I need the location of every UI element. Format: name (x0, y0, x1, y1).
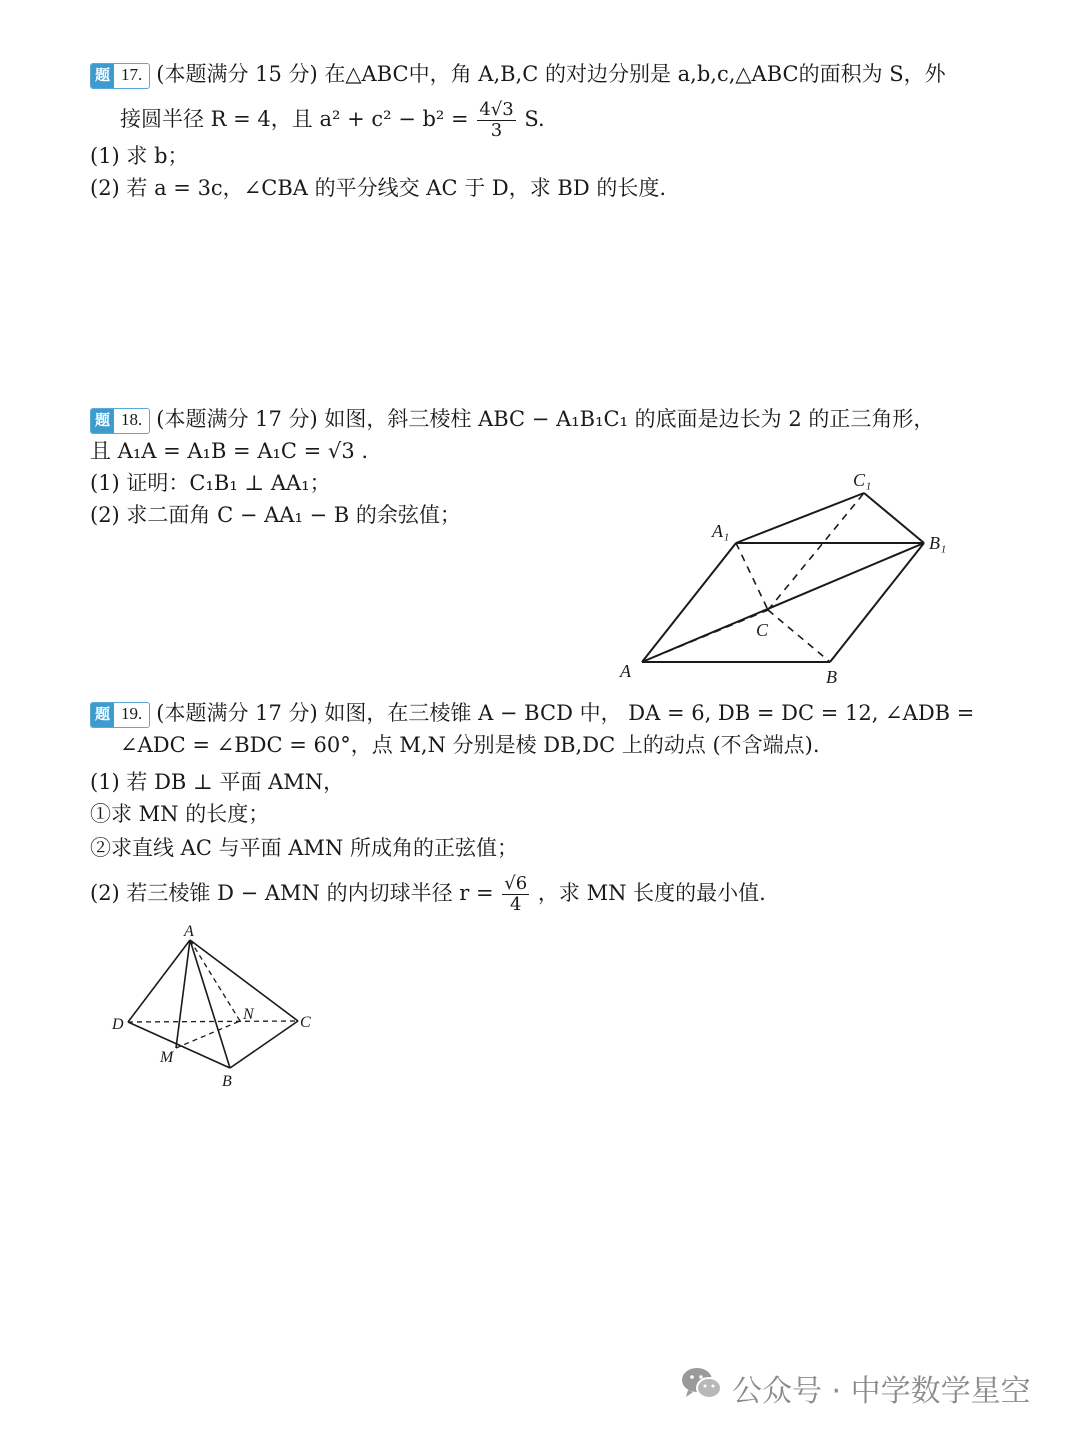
q17-fraction: $\frac{4√3}{3}$ (479, 99, 514, 141)
q19-part2: (2) 若三棱锥 D − AMN 的内切球半径 r = $\frac{√6}{4}$ ，求 MN 长度的最小值. (90, 873, 766, 915)
q19-part1a: ①求 MN 的长度； (90, 802, 270, 826)
label-A: A (184, 923, 194, 940)
edge-BC (230, 1021, 298, 1068)
watermark-text: 公众号 · 中学数学星空 (732, 1374, 1031, 1409)
label-B1: B₁ (929, 533, 947, 553)
q18-line1: 题 18. (本题满分 17 分) 如图，斜三棱柱 ABC − A₁B₁C₁ 的底面是边长为 2 的正三角形， (90, 405, 934, 434)
label-M: M (160, 1049, 174, 1066)
label-C: C (300, 1014, 311, 1031)
q19-line2: ∠ADC = ∠BDC = 60°，点 M,N 分别是棱 DB,DC 上的动点 (不含端点). (120, 733, 820, 757)
q19-badge: 题 19. (90, 702, 150, 728)
q18-part2: (2) 求二面角 C − AA₁ − B 的余弦值； (90, 503, 461, 527)
q19-line1: 题 19. (本题满分 17 分) 如图，在三棱锥 A − BCD 中， DA = 6, DB = DC = 12, ∠ADB = (90, 699, 974, 728)
q19-part1: (1) 若 DB ⊥ 平面 AMN， (90, 770, 345, 794)
label-B: B (222, 1073, 232, 1090)
q17-part2: (2) 若 a = 3c，∠CBA 的平分线交 AC 于 D，求 BD 的长度. (90, 176, 667, 200)
edge-DC (128, 1021, 298, 1022)
q17-part1: (1) 求 b； (90, 144, 189, 168)
seg-MN (176, 1021, 240, 1048)
wechat-icon (680, 1364, 724, 1404)
label-A: A (620, 661, 631, 681)
label-D: D (112, 1016, 124, 1033)
q18-badge: 题 18. (90, 408, 150, 434)
label-N: N (243, 1006, 254, 1023)
q18-line2: 且 A₁A = A₁B = A₁C = √3 . (90, 439, 369, 463)
q18-part1: (1) 证明：C₁B₁ ⊥ AA₁； (90, 471, 331, 495)
label-B: B (826, 667, 837, 687)
edge-AB (190, 940, 230, 1068)
q19-fraction: $\frac{√6}{4}$ (504, 873, 528, 915)
label-C1: C₁ (853, 470, 872, 490)
q17-line2: 接圆半径 R = 4，且 a² + c² − b² = $\frac{4√3}{3}$ S. (120, 99, 545, 141)
q17-line1: 题 17. (本题满分 15 分) 在△ABC中，角 A,B,C 的对边分别是 a,b,c,△ABC的面积为 S，外 (90, 60, 946, 89)
q17-badge: 题 17. (90, 63, 150, 89)
label-A1: A₁ (712, 521, 730, 541)
q19-part1b: ②求直线 AC 与平面 AMN 所成角的正弦值； (90, 836, 518, 860)
seg-AN (190, 940, 240, 1021)
label-C: C (756, 620, 769, 640)
